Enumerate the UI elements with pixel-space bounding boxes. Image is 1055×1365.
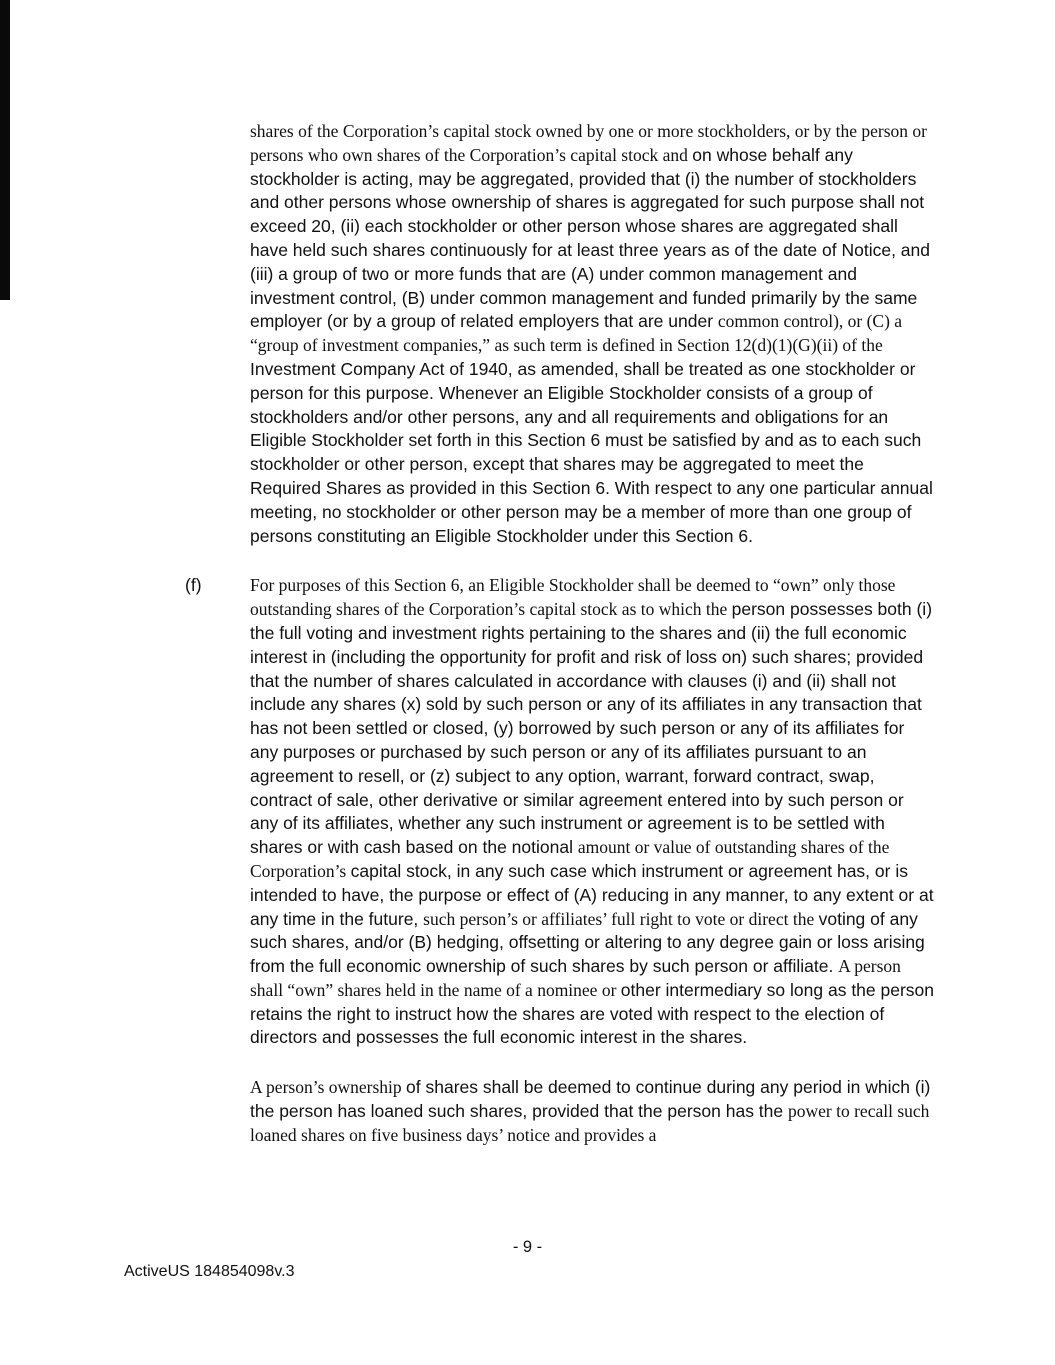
paragraph-text bbox=[250, 1076, 935, 1147]
text-run: capital stock, in any such case which instrument or agreement has, or is intended to have, the purpose or effect of (A) reducing in any manner, to any extent or at any time in the future, bbox=[250, 860, 934, 929]
paragraph-label: (f) bbox=[185, 575, 202, 596]
text-run: common control), or (C) a “group of investment companies,” as such term is defined in Section 12(d)(1)(G)(ii) of the bbox=[250, 311, 903, 356]
paragraph bbox=[185, 120, 935, 548]
scan-edge-artifact bbox=[0, 0, 10, 300]
text-run: on whose behalf any stockholder is acting, may be aggregated, provided that (i) the number of stockholders and other persons whose ownership of shares is aggregated for such purpose shall not exceed 20, (ii) each stockholder or other person whose shares are aggregated shall have held such shares continuously for at least three years as of the date of Notice, and (iii) a group of two or more funds that are (A) under common management and investment control, (B) under common management and funded primarily by the same employer (or by a group of related employers that are under bbox=[250, 144, 930, 332]
paragraph bbox=[185, 574, 935, 1050]
text-run: For purposes of this Section 6, an Eligible Stockholder shall be deemed to “own” only those outstanding shares of the Corporation’s capital stock as to which the bbox=[250, 575, 896, 620]
paragraph-text bbox=[250, 574, 935, 1050]
text-run: person possesses both (i) the full voting and investment rights pertaining to the shares and (ii) the full economic interest in (including the opportunity for profit and risk of loss on) such shares; provided that the number of shares calculated in accordance with clauses (i) and (ii) shall not include any shares (x) sold by such person or any of its affiliates in any transaction that has not been settled or closed, (y) borrowed by such person or any of its affiliates for any purposes or purchased by such person or any of its affiliates pursuant to an agreement to resell, or (z) subject to any option, warrant, forward contract, swap, contract of sale, other derivative or similar agreement entered into by such person or any of its affiliates, whether any such instrument or agreement is to be settled with shares or with cash based on the notional bbox=[250, 599, 933, 858]
text-run: shares of the Corporation’s capital stock owned by one or more stockholders, or by the person or persons who own shares of the Corporation’s capital stock and bbox=[250, 121, 927, 165]
page-number: - 9 - bbox=[512, 1238, 543, 1256]
text-run: such person’s or affiliates’ full right to vote or direct the bbox=[423, 908, 819, 929]
text-run: other intermediary so long as the person retains the right to instruct how the shares are voted with respect to the election of directors and possesses the full economic interest in the shares. bbox=[250, 979, 935, 1048]
text-run: of shares shall be deemed to continue during any period in which (i) the person has loaned such shares, provided that the person has the bbox=[250, 1077, 931, 1122]
text-run: voting of any such shares, and/or (B) hedging, offsetting or altering to any degree gain or loss arising from the full economic ownership of such shares by such person or affiliate. bbox=[250, 908, 925, 977]
text-run: A person’s ownership bbox=[250, 1077, 407, 1098]
paragraph-label bbox=[185, 1076, 250, 1147]
paragraph-text bbox=[250, 120, 935, 548]
paragraph-label bbox=[185, 120, 250, 548]
text-run: power to recall such loaned shares on five business days’ notice and provides a bbox=[250, 1101, 930, 1145]
text-run: A person shall “own” shares held in the name of a nominee or bbox=[250, 956, 901, 1000]
text-run: amount or value of outstanding shares of the Corporation’s bbox=[250, 837, 890, 881]
document-id: ActiveUS 184854098v.3 bbox=[124, 1263, 295, 1280]
document-body bbox=[185, 120, 935, 1174]
paragraph bbox=[185, 1076, 935, 1147]
text-run: Investment Company Act of 1940, as amended, shall be treated as one stockholder or person for this purpose. Whenever an Eligible Stockholder consists of a group of stockholders and/or other persons, any and all requirements and obligations for an Eligible Stockholder set forth in this Section 6 must be satisfied by and as to each such stockholder or other person, except that shares may be aggregated to meet the Required Shares as provided in this Section 6. With respect to any one particular annual meeting, no stockholder or other person may be a member of more than one group of persons constituting an Eligible Stockholder under this Section 6. bbox=[250, 358, 933, 546]
